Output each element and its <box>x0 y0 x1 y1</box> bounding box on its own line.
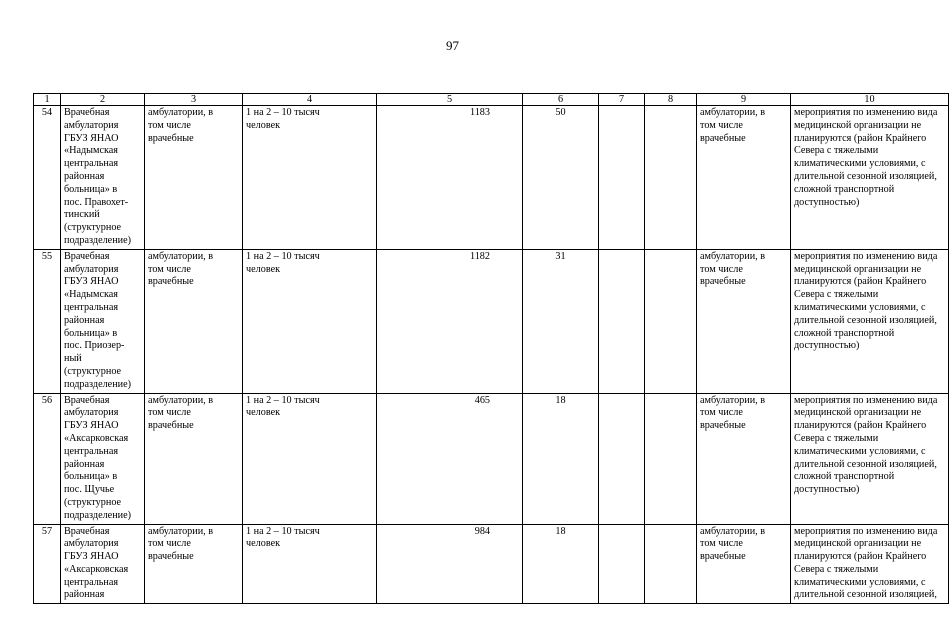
cell-line: центральная <box>64 158 119 170</box>
cell-line: сложной транспортной <box>794 471 895 483</box>
cell-line: том числе <box>148 263 191 275</box>
cell-line: центральная <box>64 576 119 588</box>
cell-line: больница» в <box>64 327 118 339</box>
population-cell: 1183 <box>377 106 523 250</box>
cell-line: доступностью) <box>794 196 860 208</box>
cell-line: районная <box>64 170 105 182</box>
cell-line: мероприятия по изменению вида <box>794 250 938 262</box>
cell-line: «Аксарковская <box>64 563 129 575</box>
cell-line: климатическими условиями, с <box>794 576 926 588</box>
cell-line: человек <box>246 119 281 131</box>
population-cell: 984 <box>377 524 523 604</box>
cell-line: мероприятия по изменению вида <box>794 107 938 118</box>
cell-line: Севера с тяжелыми <box>794 563 879 575</box>
cell-line: врачебные <box>700 276 746 288</box>
facilities-table <box>33 93 949 604</box>
population-cell: 465 <box>377 393 523 524</box>
cell-line: сложной транспортной <box>794 183 895 195</box>
cell-line: человек <box>246 263 281 275</box>
cell-line: амбулатории, в <box>700 525 766 537</box>
cell-line: «Надымская <box>64 145 118 157</box>
cell-line: амбулатория <box>64 263 119 275</box>
cell-line: длительной сезонной изоляцией, <box>794 458 937 470</box>
population-cell: 1182 <box>377 249 523 393</box>
row-number-cell: 55 <box>34 249 61 393</box>
population-norm-cell <box>243 524 377 604</box>
header-cell: 1 <box>34 94 61 106</box>
value-cell: 50 <box>523 106 599 250</box>
cell-line: климатическими условиями, с <box>794 445 926 457</box>
cell-line: климатическими условиями, с <box>794 301 926 313</box>
facility-name-cell <box>61 106 145 250</box>
header-cell: 9 <box>697 94 791 106</box>
cell-line: Врачебная <box>64 107 110 118</box>
cell-line: 1 на 2 – 10 тысяч <box>246 525 320 537</box>
cell-line: подразделение) <box>64 234 132 246</box>
facility-type-cell <box>145 524 243 604</box>
cell-line: 1 на 2 – 10 тысяч <box>246 107 320 118</box>
empty-cell <box>599 393 645 524</box>
cell-line: том числе <box>148 407 191 419</box>
cell-line: 1 на 2 – 10 тысяч <box>246 250 320 262</box>
cell-line: больница» в <box>64 183 118 195</box>
cell-line: медицинской организации не <box>794 407 922 419</box>
cell-line: планируются (район Крайнего <box>794 132 927 144</box>
header-cell: 2 <box>61 94 145 106</box>
row-number-cell: 54 <box>34 106 61 250</box>
cell-line: врачебные <box>148 420 194 432</box>
cell-line: человек <box>246 407 281 419</box>
cell-line: Севера с тяжелыми <box>794 145 879 157</box>
header-cell: 7 <box>599 94 645 106</box>
population-norm-cell <box>243 106 377 250</box>
header-cell: 5 <box>377 94 523 106</box>
population-norm-cell <box>243 249 377 393</box>
cell-line: пос. Правохет- <box>64 196 129 208</box>
cell-line: том числе <box>700 538 743 550</box>
cell-line: том числе <box>148 538 191 550</box>
cell-line: больница» в <box>64 471 118 483</box>
cell-line: амбулатории, в <box>700 250 766 262</box>
cell-line: центральная <box>64 301 119 313</box>
cell-line: планируются (район Крайнего <box>794 420 927 432</box>
row-number-cell: 57 <box>34 524 61 604</box>
cell-line: амбулатория <box>64 119 119 131</box>
measures-cell <box>791 524 949 604</box>
empty-cell <box>645 249 697 393</box>
target-type-cell <box>697 393 791 524</box>
target-type-cell <box>697 106 791 250</box>
table-row <box>34 393 949 524</box>
empty-cell <box>645 393 697 524</box>
cell-line: Врачебная <box>64 525 110 537</box>
facility-name-cell <box>61 524 145 604</box>
facility-type-cell <box>145 249 243 393</box>
cell-line: амбулатории, в <box>148 107 214 118</box>
cell-line: пос. Приозер- <box>64 340 125 352</box>
cell-line: тинский <box>64 209 100 221</box>
cell-line: доступностью) <box>794 484 860 496</box>
cell-line: планируются (район Крайнего <box>794 276 927 288</box>
table-row <box>34 524 949 604</box>
cell-line: районная <box>64 589 105 601</box>
cell-line: пос. Щучье <box>64 484 115 496</box>
cell-line: ГБУЗ ЯНАО <box>64 132 119 144</box>
empty-cell <box>599 524 645 604</box>
cell-line: Врачебная <box>64 250 110 262</box>
header-cell: 10 <box>791 94 949 106</box>
cell-line: мероприятия по изменению вида <box>794 525 938 537</box>
row-number-cell: 56 <box>34 393 61 524</box>
target-type-cell <box>697 524 791 604</box>
cell-line: длительной сезонной изоляцией, <box>794 589 937 601</box>
header-cell: 6 <box>523 94 599 106</box>
cell-line: том числе <box>700 119 743 131</box>
cell-line: врачебные <box>148 276 194 288</box>
cell-line: Севера с тяжелыми <box>794 289 879 301</box>
cell-line: длительной сезонной изоляцией, <box>794 170 937 182</box>
cell-line: амбулатории, в <box>700 107 766 118</box>
table-row <box>34 249 949 393</box>
target-type-cell <box>697 249 791 393</box>
cell-line: подразделение) <box>64 378 132 390</box>
cell-line: медицинской организации не <box>794 119 922 131</box>
value-cell: 18 <box>523 393 599 524</box>
cell-line: амбулатории, в <box>148 250 214 262</box>
cell-line: (структурное <box>64 222 122 234</box>
cell-line: ГБУЗ ЯНАО <box>64 551 119 563</box>
cell-line: Севера с тяжелыми <box>794 432 879 444</box>
header-cell: 4 <box>243 94 377 106</box>
table-row <box>34 106 949 250</box>
population-norm-cell <box>243 393 377 524</box>
measures-cell <box>791 249 949 393</box>
facility-name-cell <box>61 249 145 393</box>
empty-cell <box>599 106 645 250</box>
cell-line: районная <box>64 314 105 326</box>
cell-line: медицинской организации не <box>794 538 922 550</box>
value-cell: 18 <box>523 524 599 604</box>
cell-line: районная <box>64 458 105 470</box>
cell-line: доступностью) <box>794 340 860 352</box>
measures-cell <box>791 106 949 250</box>
cell-line: амбулатории, в <box>700 394 766 406</box>
cell-line: том числе <box>700 407 743 419</box>
cell-line: человек <box>246 538 281 550</box>
facility-type-cell <box>145 393 243 524</box>
header-cell: 8 <box>645 94 697 106</box>
page-number: 97 <box>446 38 459 53</box>
cell-line: Врачебная <box>64 394 110 406</box>
empty-cell <box>599 249 645 393</box>
cell-line: том числе <box>700 263 743 275</box>
cell-line: том числе <box>148 119 191 131</box>
cell-line: медицинской организации не <box>794 263 922 275</box>
cell-line: амбулатория <box>64 407 119 419</box>
facility-type-cell <box>145 106 243 250</box>
cell-line: (структурное <box>64 365 122 377</box>
cell-line: подразделение) <box>64 509 132 521</box>
cell-line: мероприятия по изменению вида <box>794 394 938 406</box>
cell-line: ный <box>64 353 82 365</box>
cell-line: «Аксарковская <box>64 432 129 444</box>
cell-line: амбулатории, в <box>148 525 214 537</box>
cell-line: длительной сезонной изоляцией, <box>794 314 937 326</box>
value-cell: 31 <box>523 249 599 393</box>
cell-line: планируются (район Крайнего <box>794 551 927 563</box>
cell-line: врачебные <box>148 132 194 144</box>
cell-line: врачебные <box>148 551 194 563</box>
cell-line: ГБУЗ ЯНАО <box>64 276 119 288</box>
empty-cell <box>645 524 697 604</box>
cell-line: центральная <box>64 445 119 457</box>
cell-line: амбулатория <box>64 538 119 550</box>
facility-name-cell <box>61 393 145 524</box>
cell-line: «Надымская <box>64 289 118 301</box>
cell-line: врачебные <box>700 132 746 144</box>
cell-line: врачебные <box>700 551 746 563</box>
header-cell: 3 <box>145 94 243 106</box>
cell-line: амбулатории, в <box>148 394 214 406</box>
cell-line: ГБУЗ ЯНАО <box>64 420 119 432</box>
cell-line: сложной транспортной <box>794 327 895 339</box>
cell-line: 1 на 2 – 10 тысяч <box>246 394 320 406</box>
cell-line: климатическими условиями, с <box>794 158 926 170</box>
cell-line: (структурное <box>64 496 122 508</box>
table-header-row <box>34 94 949 106</box>
measures-cell <box>791 393 949 524</box>
empty-cell <box>645 106 697 250</box>
cell-line: врачебные <box>700 420 746 432</box>
